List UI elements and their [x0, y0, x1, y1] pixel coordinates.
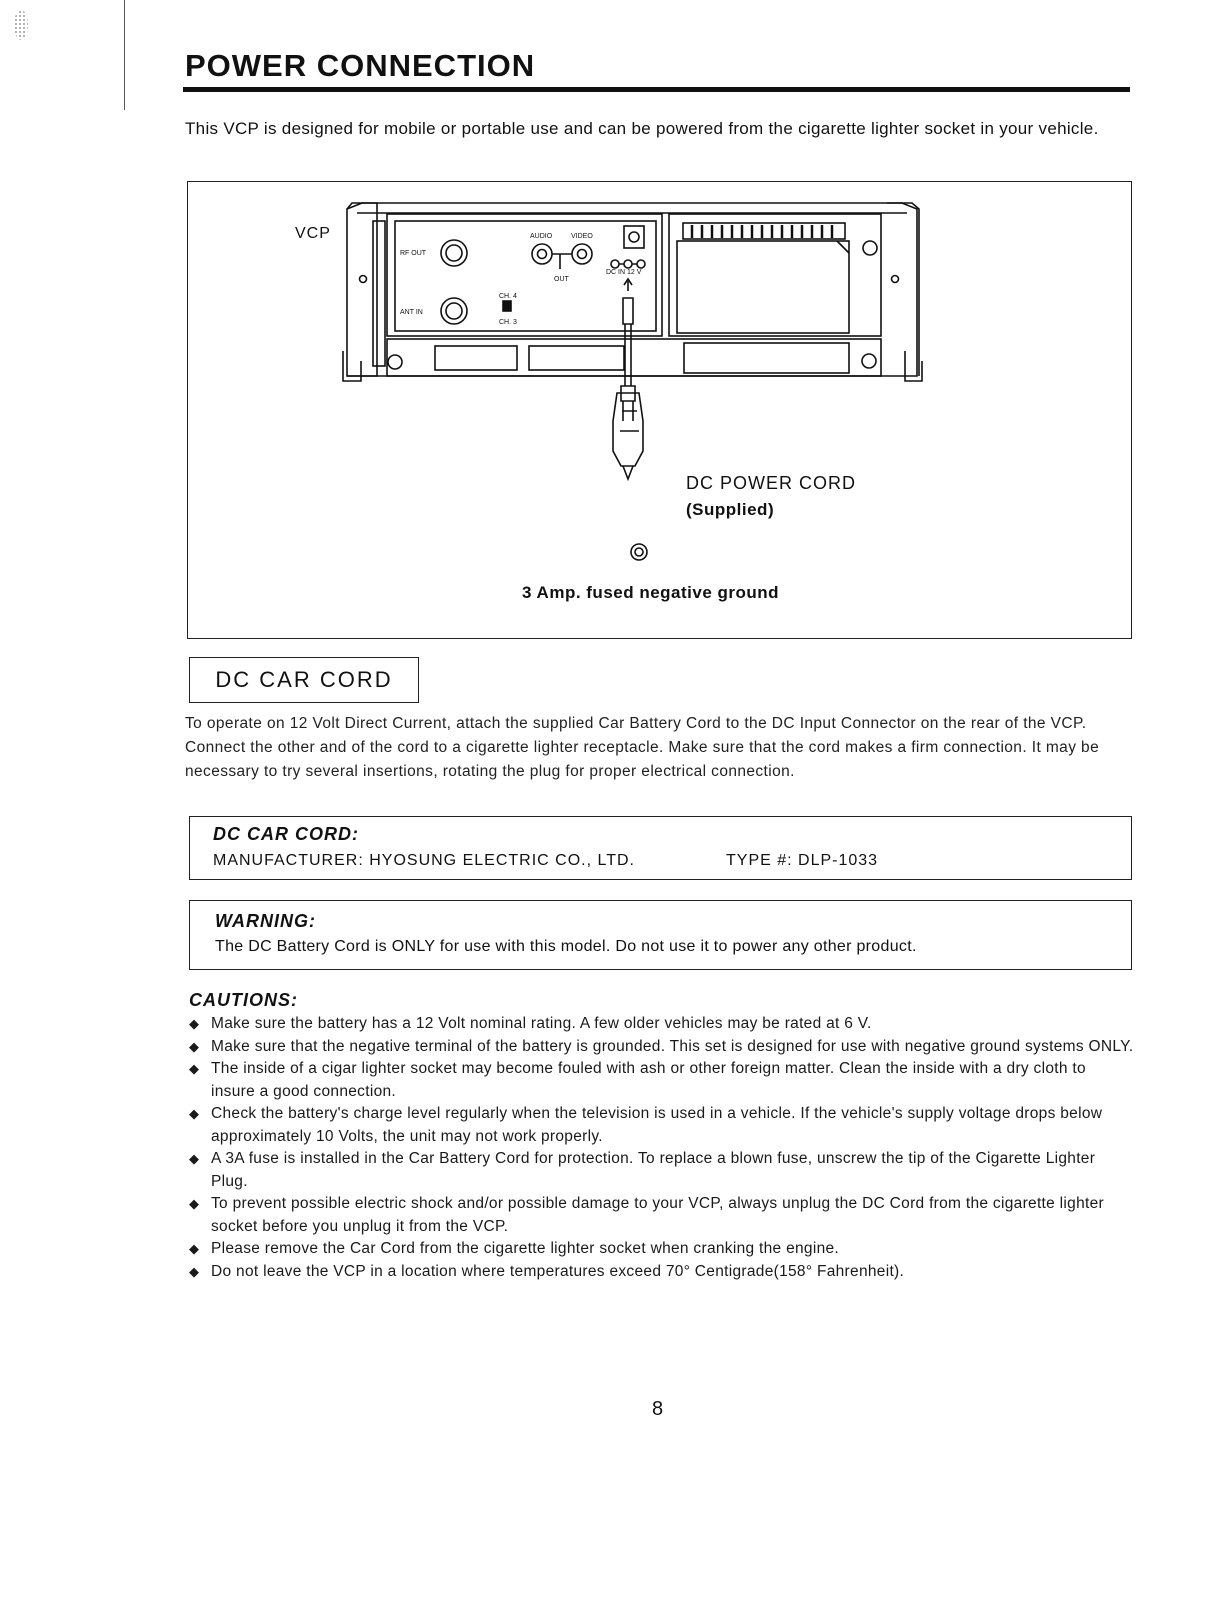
label-video: VIDEO: [571, 233, 593, 240]
label-ch4: CH. 4: [499, 293, 517, 300]
label-ch3: CH. 3: [499, 319, 517, 326]
cautions-list: [189, 1013, 1134, 1283]
warning-text: The DC Battery Cord is ONLY for use with this model. Do not use it to power any other product.: [215, 938, 917, 955]
caution-item: ◆ Make sure that the negative terminal of the battery is grounded. This set is designed for use with negative ground systems ONLY.: [189, 1036, 1134, 1059]
label-dc-in: DC IN 12 V: [606, 269, 642, 276]
warning-heading: WARNING:: [215, 911, 316, 931]
diamond-bullet-icon: ◆: [189, 1241, 200, 1256]
scan-margin-line: [124, 0, 125, 110]
spec-manufacturer: MANUFACTURER: HYOSUNG ELECTRIC CO., LTD.: [213, 852, 635, 869]
scan-speck: [14, 10, 28, 40]
spec-type: TYPE #: DLP-1033: [726, 852, 879, 869]
caution-item: ◆ Check the battery's charge level regularly when the television is used in a vehicle. If the vehicle's supply voltage drops below approximately 10 Volts, the unit may not work properly.: [189, 1105, 1103, 1145]
label-rf-out: RF OUT: [400, 250, 427, 257]
diamond-bullet-icon: ◆: [189, 1196, 200, 1211]
vcp-label: VCP: [295, 225, 331, 242]
diamond-bullet-icon: ◆: [189, 1151, 200, 1166]
diamond-bullet-icon: ◆: [189, 1061, 200, 1076]
supplied-label: (Supplied): [686, 500, 775, 519]
dc-car-cord-heading: DC CAR CORD: [189, 657, 419, 703]
caution-item: ◆ Do not leave the VCP in a location where temperatures exceed 70° Centigrade(158° Fahrenheit).: [189, 1261, 1134, 1284]
diamond-bullet-icon: ◆: [189, 1038, 200, 1054]
diamond-bullet-icon: ◆: [189, 1016, 200, 1031]
label-ant-in: ANT IN: [400, 309, 423, 316]
caution-item: ◆ A 3A fuse is installed in the Car Battery Cord for protection. To replace a blown fuse, unscrew the tip of the Cigarette Lighter Plug.: [189, 1150, 1096, 1190]
vcp-rear-panel-diagram: [187, 181, 1130, 637]
intro-paragraph: This VCP is designed for mobile or portable use and can be powered from the cigarette lighter socket in your vehicle.: [185, 119, 1099, 138]
diamond-bullet-icon: ◆: [189, 1106, 200, 1121]
label-out: OUT: [554, 276, 569, 283]
caution-item: ◆ Please remove the Car Cord from the cigarette lighter socket when cranking the engine.: [189, 1238, 1134, 1261]
dc-car-cord-paragraph: To operate on 12 Volt Direct Current, attach the supplied Car Battery Cord to the DC Input Connector on the rear of the VCP. Connect the other and of the cord to a cigarette lighter receptacle. Make sure that the cord makes a firm connection. It may be necessary to try several insertions, rotating the plug for proper electrical connection.: [185, 715, 1100, 780]
ground-label: 3 Amp. fused negative ground: [522, 583, 780, 602]
diamond-bullet-icon: ◆: [189, 1263, 200, 1279]
page-number: 8: [652, 1398, 664, 1420]
page-title: POWER CONNECTION: [185, 48, 536, 83]
dc-power-cord-label: DC POWER CORD: [686, 473, 856, 493]
caution-item: ◆ To prevent possible electric shock and/or possible damage to your VCP, always unplug the DC Cord from the cigarette lighter socket before you unplug it from the VCP.: [189, 1195, 1105, 1235]
cautions-heading: CAUTIONS:: [189, 990, 298, 1010]
spec-heading: DC CAR CORD:: [213, 824, 359, 844]
caution-item: ◆ The inside of a cigar lighter socket may become fouled with ash or other foreign matter. Clean the inside with a dry cloth to insure a good connection.: [189, 1060, 1086, 1100]
label-audio: AUDIO: [530, 233, 553, 240]
warning-box: [189, 900, 1132, 970]
title-rule: [183, 87, 1130, 92]
caution-item: ◆ Make sure the battery has a 12 Volt nominal rating. A few older vehicles may be rated at 6 V.: [189, 1013, 1134, 1036]
